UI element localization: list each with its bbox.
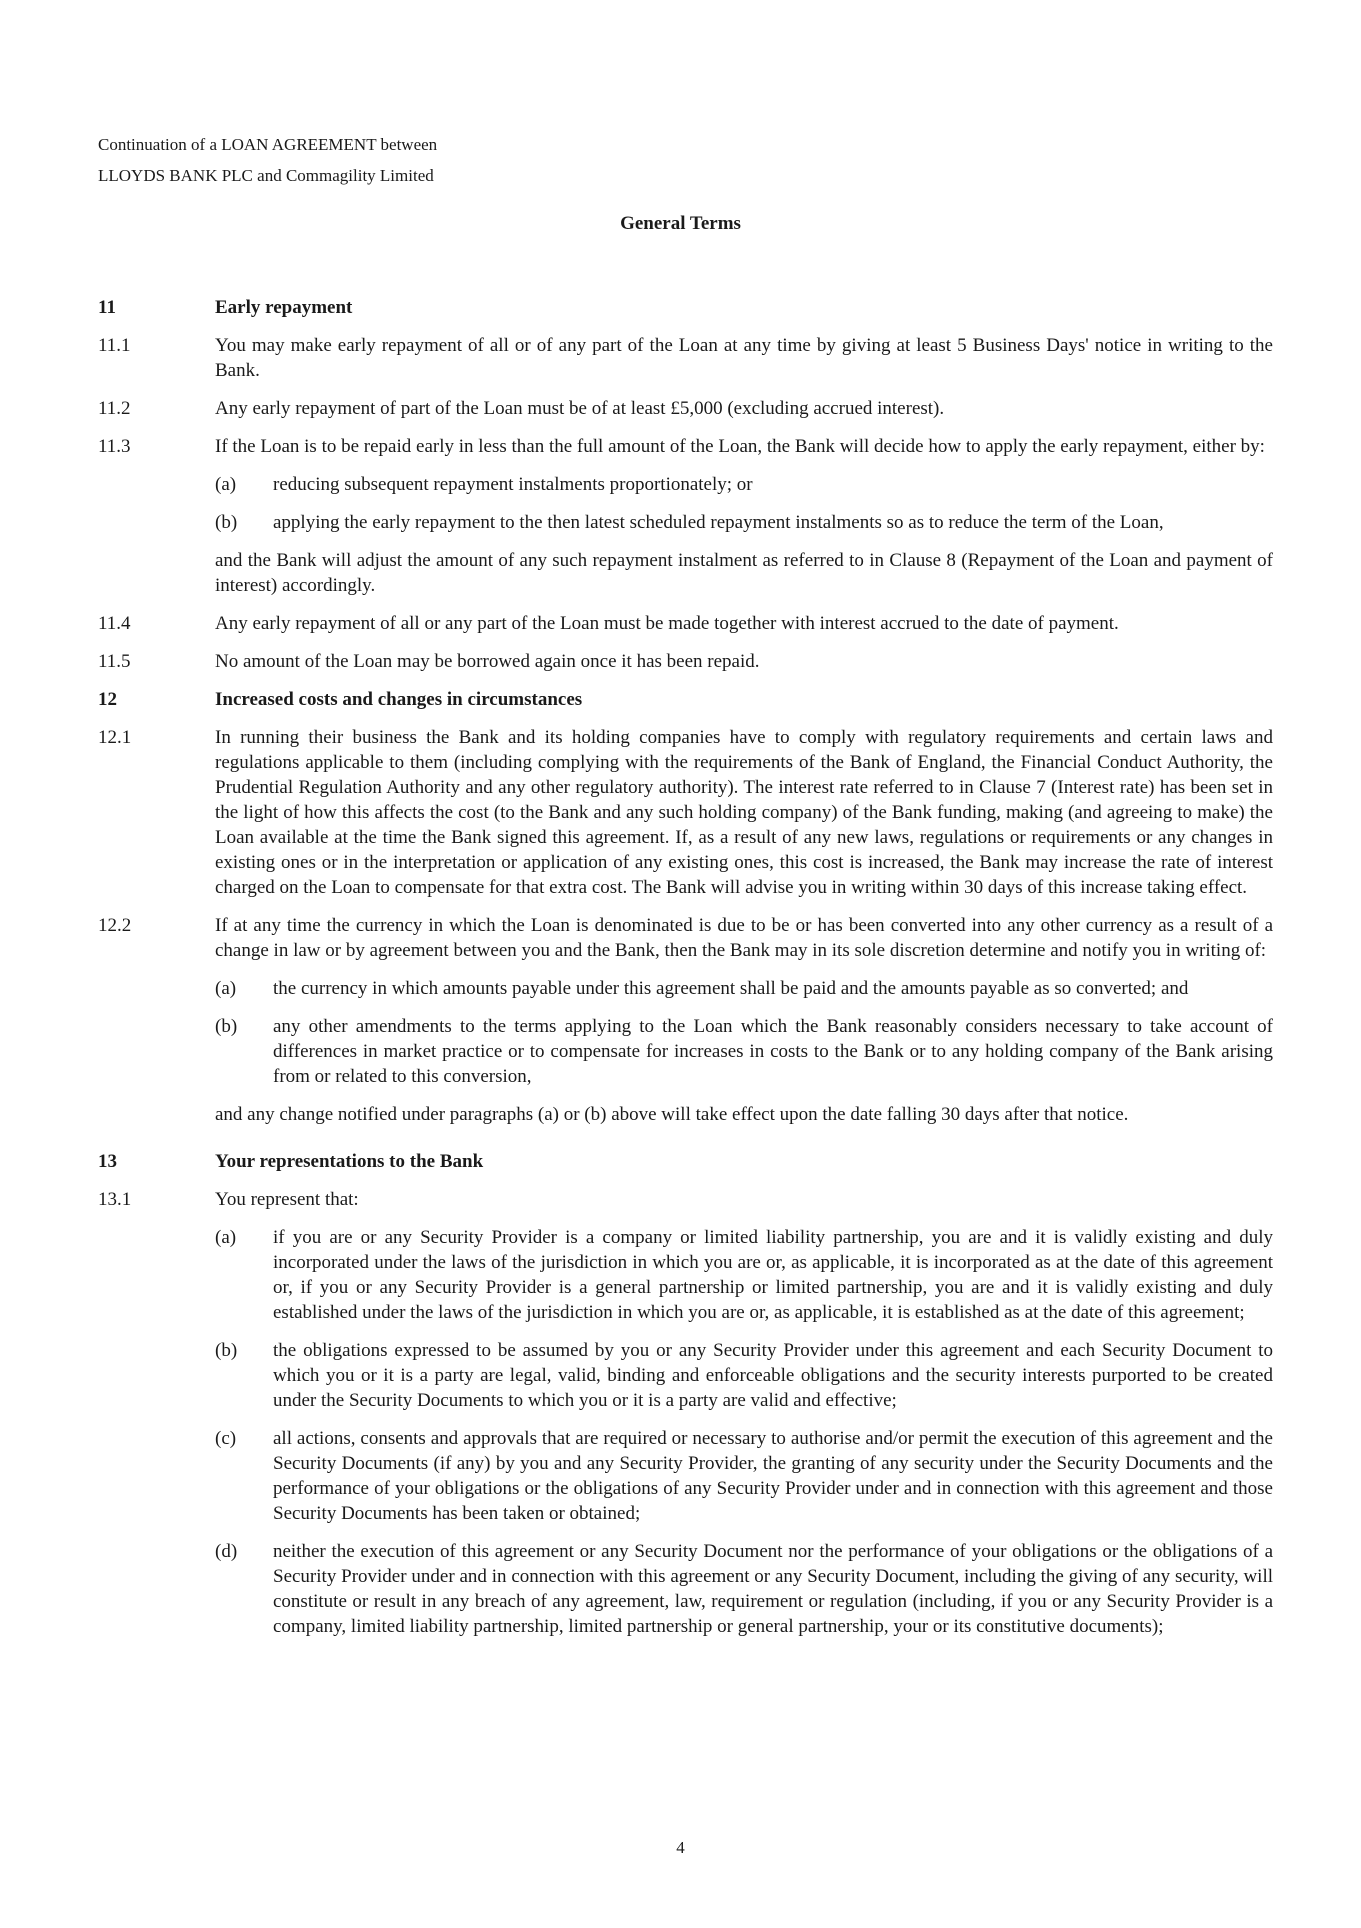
sub-item-label: (d) xyxy=(215,1541,238,1562)
sub-item-13-1-a xyxy=(215,1225,1273,1325)
sub-item-text: the currency in which amounts payable under this agreement shall be paid and the amounts payable as so converted; and xyxy=(273,978,1189,999)
clause-number: 12.1 xyxy=(98,727,132,748)
clause-number: 11 xyxy=(98,297,116,318)
clause-text: Any early repayment of all or any part of the Loan must be made together with interest accrued to the date of payment. xyxy=(215,613,1119,634)
clause-number: 12 xyxy=(98,689,117,710)
sub-item-label: (a) xyxy=(215,978,237,999)
sub-item-text: reducing subsequent repayment instalments proportionately; or xyxy=(273,474,753,495)
sub-item-label: (c) xyxy=(215,1428,237,1449)
page-number: 4 xyxy=(676,1838,685,1857)
clause-text: No amount of the Loan may be borrowed again once it has been repaid. xyxy=(215,651,760,672)
section-title: General Terms xyxy=(620,213,741,234)
clause-text: You may make early repayment of all or of any part of the Loan at any time by giving at least 5 Business Days' notice in writing to the Bank. xyxy=(215,335,1273,381)
sub-item-12-2-b xyxy=(215,1014,1273,1089)
sub-item-text: the obligations expressed to be assumed by you or any Security Provider under this agreement and each Security Document to which you or it is a party are legal, valid, binding and enforceable obligations and the security interests purported to be created under the Security Documents to which you or it is a party are valid and effective; xyxy=(273,1340,1273,1411)
clause-11-3 xyxy=(98,434,1273,459)
sub-item-text: applying the early repayment to the then latest scheduled repayment instalments so as to reduce the term of the Loan, xyxy=(273,512,1164,533)
clause-11-3-continuation: and the Bank will adjust the amount of any such repayment instalment as referred to in Clause 8 (Repayment of the Loan and payment of interest) accordingly. xyxy=(215,550,1273,596)
sub-item-text: if you are or any Security Provider is a company or limited liability partnership, you are and it is validly existing and duly incorporated under the laws of the jurisdiction in which you are or, as applicable, it is incorporated as at the date of this agreement or, if you or any Security Provider is a general partnership or limited partnership, you are and it is validly existing and duly established under the laws of the jurisdiction in which you are or, as applicable, it is established as at the date of this agreement; xyxy=(273,1227,1273,1323)
clause-text: If at any time the currency in which the Loan is denominated is due to be or has been converted into any other currency as a result of a change in law or by agreement between you and the Bank, then the Bank may in its sole discretion determine and notify you in writing of: xyxy=(215,915,1273,961)
sub-item-12-2-a xyxy=(215,976,1273,1001)
sub-item-13-1-c xyxy=(215,1426,1273,1526)
clause-number: 11.2 xyxy=(98,398,131,419)
clause-13-1 xyxy=(98,1187,1273,1212)
sub-item-text: all actions, consents and approvals that are required or necessary to authorise and/or permit the execution of this agreement and the Security Documents (if any) by you and any Security Provider, the granting of any security under the Security Documents and the performance of your obligations or the obligations of any Security Provider under and in connection with this agreement and those Security Documents has been taken or obtained; xyxy=(273,1428,1273,1524)
clause-number: 13.1 xyxy=(98,1189,132,1210)
sub-item-label: (a) xyxy=(215,474,237,495)
clause-11-1 xyxy=(98,333,1273,383)
clause-text: In running their business the Bank and its holding companies have to comply with regulatory requirements and certain laws and regulations applicable to them (including complying with the requirements of the Bank of England, the Financial Conduct Authority, the Prudential Regulation Authority and any other regulatory authority). The interest rate referred to in Clause 7 (Interest rate) has been set in the light of how this affects the cost (to the Bank and any such holding company) of the Bank funding, making (and agreeing to make) the Loan available at the time the Bank signed this agreement. If, as a result of any new laws, regulations or requirements or any changes in existing ones or in the interpretation or application of any existing ones, this cost is increased, the Bank may increase the rate of interest charged on the Loan to compensate for that extra cost. The Bank will advise you in writing within 30 days of this increase taking effect. xyxy=(215,727,1273,898)
clause-heading-12 xyxy=(98,687,1273,712)
clause-heading-11 xyxy=(98,295,1273,320)
sub-item-11-3-a xyxy=(215,472,1273,497)
clause-text: If the Loan is to be repaid early in less than the full amount of the Loan, the Bank will decide how to apply the early repayment, either by: xyxy=(215,436,1265,457)
clause-11-4 xyxy=(98,611,1273,636)
sub-item-label: (a) xyxy=(215,1227,237,1248)
clause-heading-13 xyxy=(98,1149,1273,1174)
header-line-1: Continuation of a LOAN AGREEMENT between xyxy=(98,135,438,154)
clause-number: 11.1 xyxy=(98,335,131,356)
clause-11-2 xyxy=(98,396,1273,421)
clause-12-1 xyxy=(98,725,1273,900)
clause-number: 12.2 xyxy=(98,915,132,936)
sub-item-label: (b) xyxy=(215,1340,238,1361)
clause-number: 11.3 xyxy=(98,436,131,457)
clause-text: Any early repayment of part of the Loan must be of at least £5,000 (excluding accrued interest). xyxy=(215,398,945,419)
clause-11-5 xyxy=(98,649,1273,674)
clause-number: 13 xyxy=(98,1151,117,1172)
sub-item-text: any other amendments to the terms applying to the Loan which the Bank reasonably considers necessary to take account of differences in market practice or to compensate for increases in costs to the Bank or to any holding company of the Bank arising from or related to this conversion, xyxy=(273,1016,1273,1087)
sub-item-13-1-b xyxy=(215,1338,1273,1413)
clause-12-2 xyxy=(98,913,1273,963)
clause-number: 11.4 xyxy=(98,613,131,634)
clause-title: Your representations to the Bank xyxy=(215,1151,484,1172)
clause-12-2-continuation: and any change notified under paragraphs (a) or (b) above will take effect upon the date falling 30 days after that notice. xyxy=(215,1104,1129,1125)
sub-item-11-3-b xyxy=(215,510,1273,535)
header-line-2: LLOYDS BANK PLC and Commagility Limited xyxy=(98,166,434,185)
clause-text: You represent that: xyxy=(215,1189,359,1210)
sub-item-label: (b) xyxy=(215,512,238,533)
clause-title: Early repayment xyxy=(215,297,353,318)
clause-title: Increased costs and changes in circumstances xyxy=(215,689,583,710)
sub-item-label: (b) xyxy=(215,1016,238,1037)
sub-item-13-1-d xyxy=(215,1539,1273,1639)
sub-item-text: neither the execution of this agreement or any Security Document nor the performance of your obligations or the obligations of a Security Provider under and in connection with this agreement or any Security Document, including the giving of any security, will constitute or result in any breach of any agreement, law, requirement or regulation (including, if you or any Security Provider is a company, limited liability partnership, limited partnership or general partnership, your or its constitutive documents); xyxy=(273,1541,1273,1637)
clause-number: 11.5 xyxy=(98,651,131,672)
document-body xyxy=(98,295,1273,1652)
